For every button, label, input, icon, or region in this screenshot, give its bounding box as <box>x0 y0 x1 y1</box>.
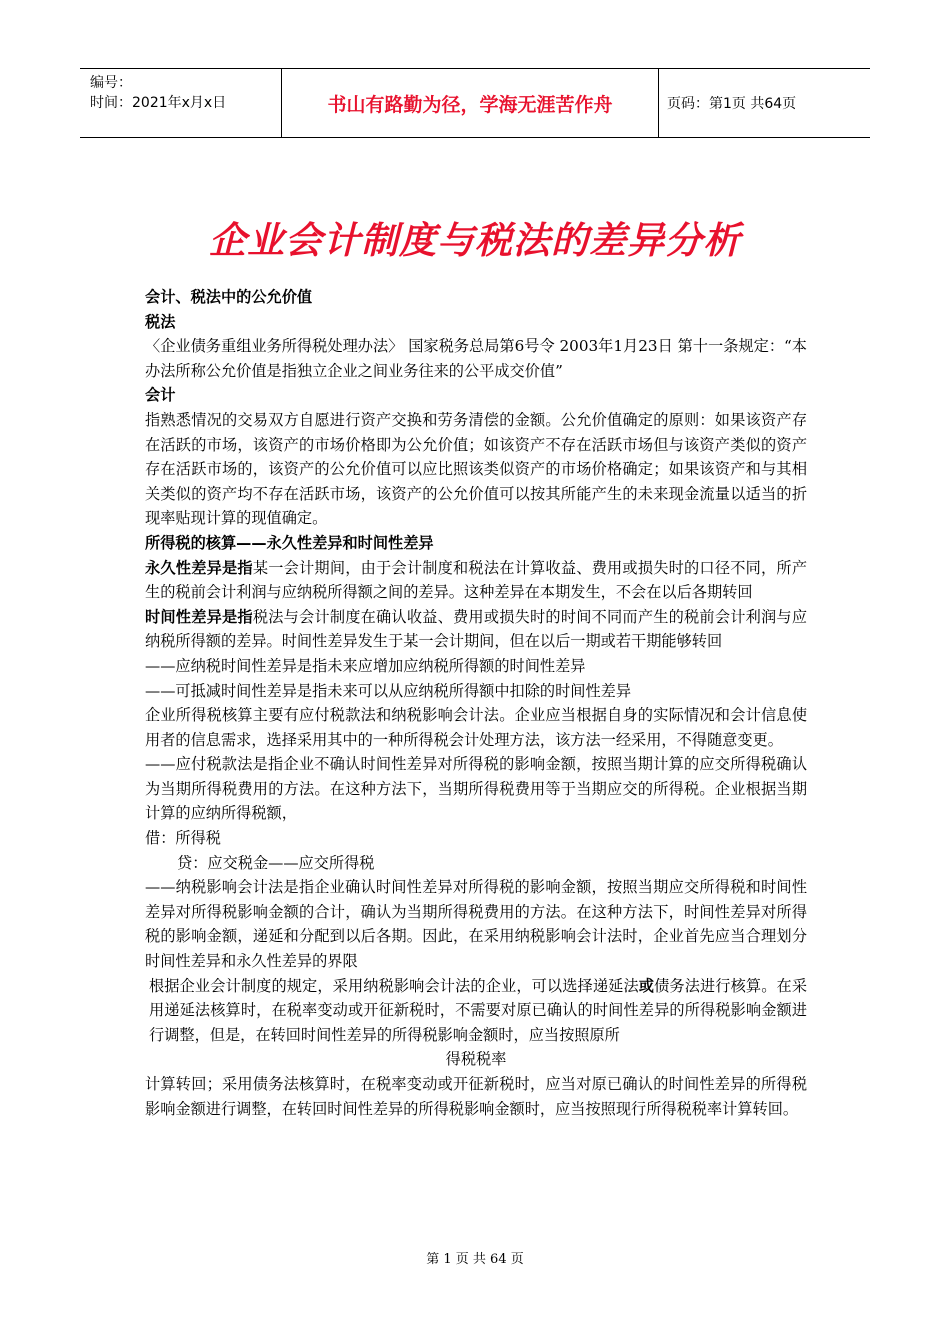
term-label: 时间性差异是指 <box>145 607 253 626</box>
paragraph: ——纳税影响会计法是指企业确认时间性差异对所得税的影响金额，按照当期应交所得税和时间性差异对所得税影响金额的合计，确认为当期所得税费用的方法。在这种方法下，时间性差异对所得税的影响金额，递延和分配到以后各期。因此，在采用纳税影响会计法时，企业首先应当合理划分时间性差异和永久性差异的界限 <box>145 878 807 971</box>
paragraph: 根据企业会计制度的规定，采用纳税影响会计法的企业，可以选择递延法或债务法进行核算。在采用递延法核算时，在税率变动或开征新税时，不需要对原已确认的时间性差异的所得税影响金额进行调整，但是，在转回时间性差异的所得税影响金额时，应当按照原所 <box>149 976 808 1044</box>
header-motto: 书山有路勤为径，学海无涯苦作舟 <box>282 69 659 137</box>
paragraph: ——应纳税时间性差异是指未来应增加应纳税所得额的时间性差异 <box>145 656 586 675</box>
document-title: 企业会计制度与税法的差异分析 <box>209 219 741 262</box>
term-label: 永久性差异是指 <box>145 558 253 577</box>
paragraph: 指熟悉情况的交易双方自愿进行资产交换和劳务清偿的金额。公允价值确定的原则：如果该资产存在活跃的市场，该资产的市场价格即为公允价值；如该资产不存在活跃市场但与该资产类似的资产存在活跃市场的，该资产的公允价值可以应比照该类似资产的市场价格确定；如果该资产和与其相关类似的资产均不存在活跃市场，该资产的公允价值可以按其所能产生的未来现金流量以适当的折现率贴现计算的现值确定。 <box>145 410 807 528</box>
document-body <box>145 285 807 1121</box>
paragraph: 计算转回；采用债务法核算时，在税率变动或开征新税时，应当对原已确认的时间性差异的所得税影响金额进行调整，在转回时间性差异的所得税影响金额时，应当按照现行所得税税率计算转回。 <box>145 1075 807 1118</box>
paragraph: ——可抵减时间性差异是指未来可以从应纳税所得额中扣除的时间性差异 <box>145 681 631 700</box>
document-time: 时间：2021年x月x日 <box>90 95 227 111</box>
emphasis-or: 或 <box>638 976 655 995</box>
paragraph <box>145 605 807 654</box>
paragraph: 〈企业债务重组业务所得税处理办法〉 国家税务总局第6号令 2003年1月23日 第十一条规定：“本办法所称公允价值是指独立企业之间业务往来的公平成交价值” <box>145 337 807 380</box>
page-footer: 第 1 页 共 64 页 <box>426 1252 524 1267</box>
header-meta <box>80 69 282 137</box>
term-definition: 税法与会计制度在确认收益、费用或损失时的时间不同而产生的税前会计利润与应纳税所得额的差异。时间性差异发生于某一会计期间，但在以后一期或若干期能够转回 <box>145 607 808 651</box>
header-page-info: 页码：第1页 共64页 <box>667 96 797 112</box>
section-heading: 所得税的核算——永久性差异和时间性差异 <box>145 533 434 552</box>
subheading-tax-law: 税法 <box>145 312 176 331</box>
subheading-accounting: 会计 <box>145 386 176 405</box>
term-definition: 某一会计期间，由于会计制度和税法在计算收益、费用或损失时的口径不同，所产生的税前会计利润与应纳税所得额之间的差异。这种差异在本期发生，不会在以后各期转回 <box>145 558 808 602</box>
paragraph <box>145 556 807 605</box>
journal-debit: 借：所得税 <box>145 829 221 848</box>
paragraph-continuation: 得税税率 <box>445 1050 507 1069</box>
journal-credit: 贷：应交税金——应交所得税 <box>177 853 375 872</box>
paragraph: 企业所得税核算主要有应付税款法和纳税影响会计法。企业应当根据自身的实际情况和会计信息使用者的信息需求，选择采用其中的一种所得税会计处理方法，该方法一经采用，不得随意变更。 <box>145 706 807 749</box>
page-header <box>80 68 870 138</box>
paragraph: ——应付税款法是指企业不确认时间性差异对所得税的影响金额，按照当期计算的应交所得税确认为当期所得税费用的方法。在这种方法下，当期所得税费用等于当期应交的所得税。企业根据当期计算的应纳所得税额， <box>145 755 807 823</box>
section-heading: 会计、税法中的公允价值 <box>145 288 313 306</box>
document-number-label: 编号： <box>90 75 132 91</box>
